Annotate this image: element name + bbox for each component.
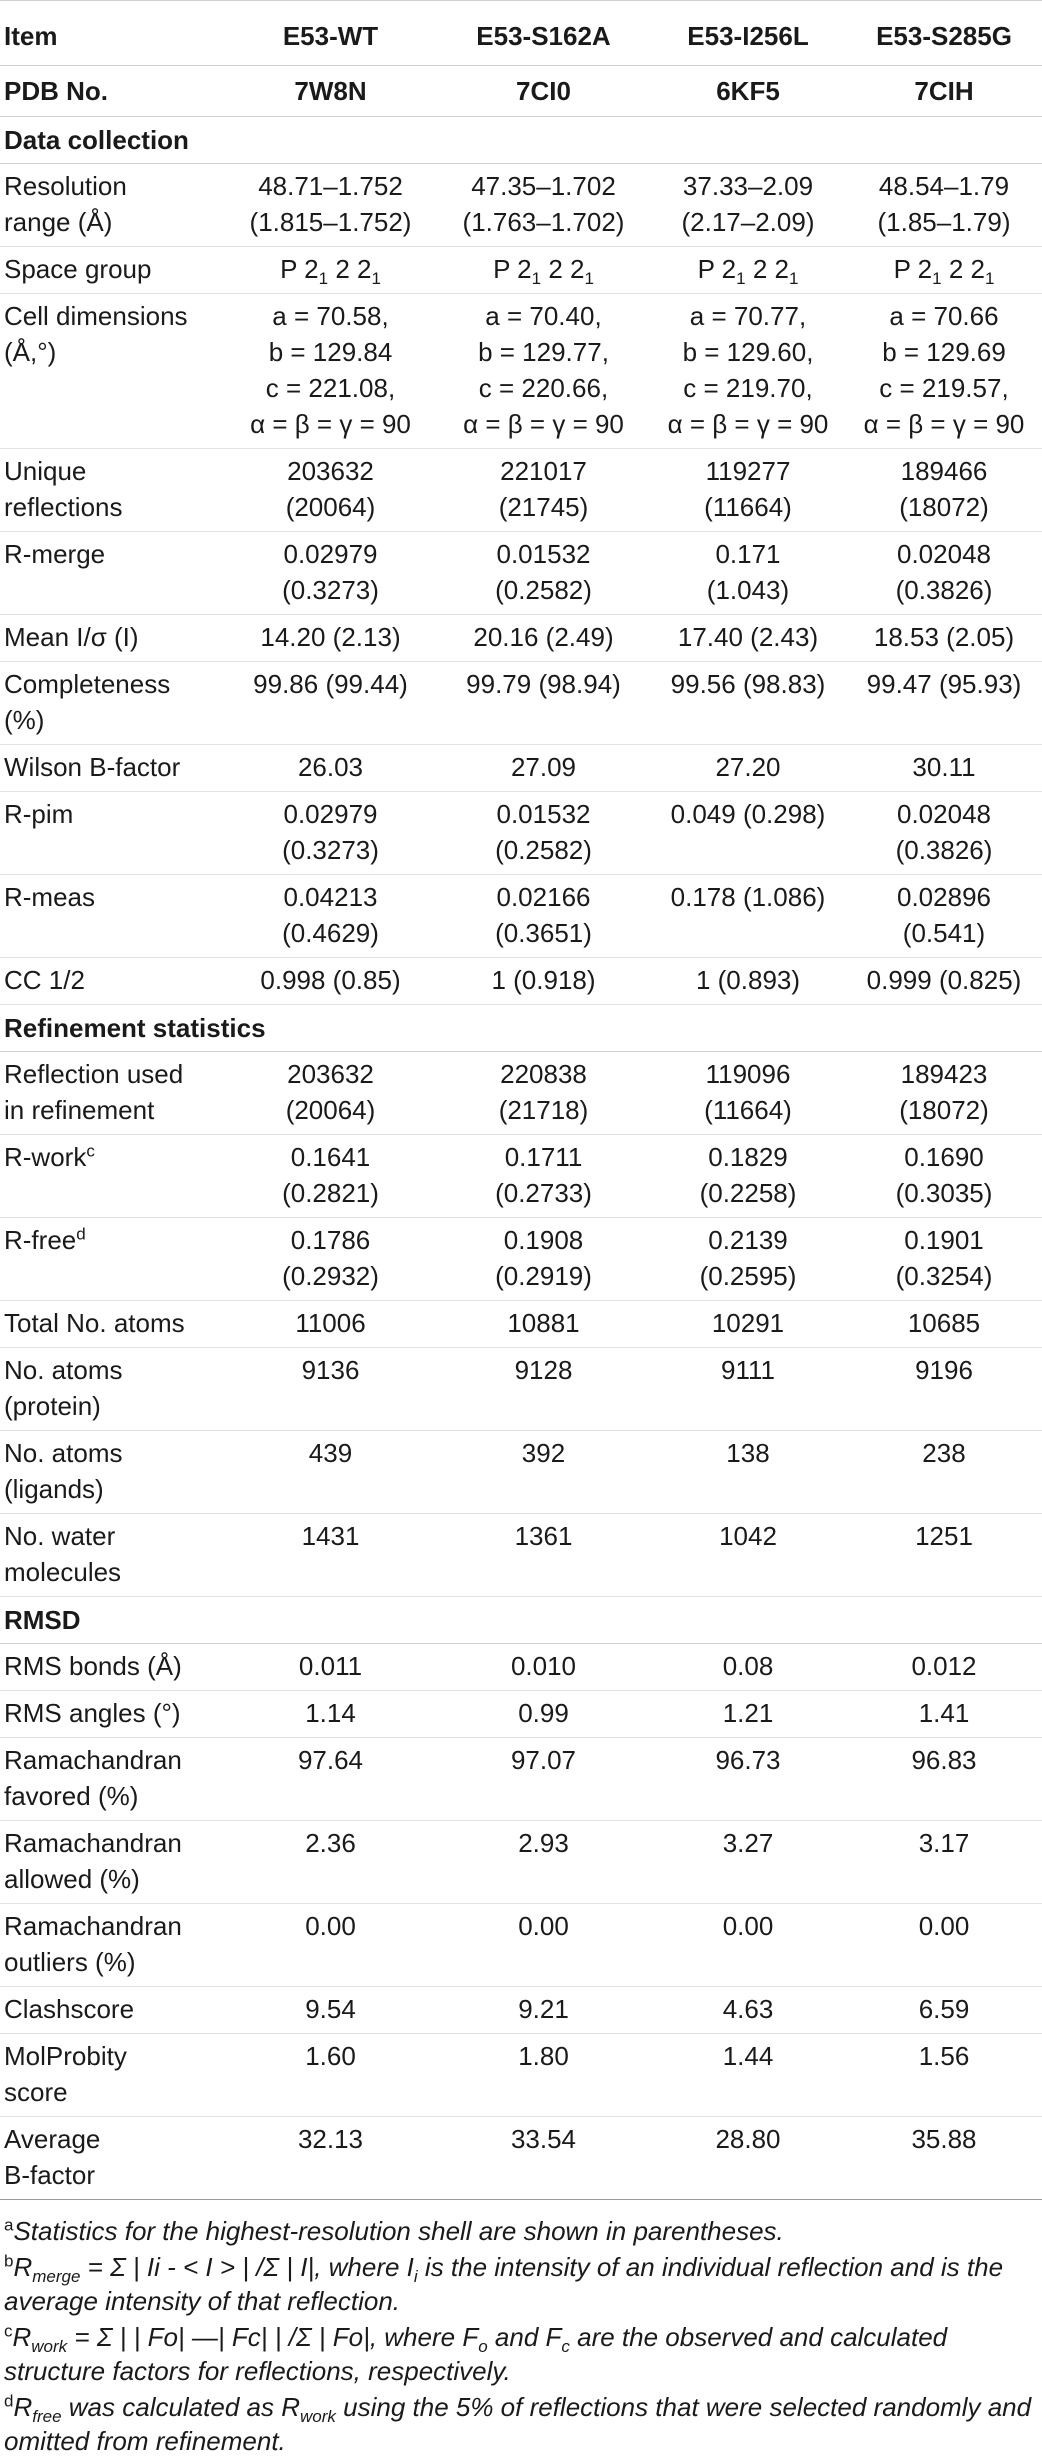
cell-value: 6.59 <box>846 1987 1042 2034</box>
table-body <box>0 66 1042 2200</box>
cell-value: a = 70.66 b = 129.69 c = 219.57, α = β = γ = 90 <box>846 294 1042 449</box>
cell-value: 439 <box>224 1431 437 1514</box>
cell-value: 4.63 <box>650 1987 846 2034</box>
cell-value: 10685 <box>846 1301 1042 1348</box>
cell-value: 48.54–1.79 (1.85–1.79) <box>846 164 1042 247</box>
row-label: RMS angles (°) <box>0 1691 224 1738</box>
pdb-label: PDB No. <box>0 66 224 117</box>
footnote-b: $^bR_{merge} = \Sigma$ | Ii - < I > | /Σ | I|, where $I_i$ is the intensity of an individual reflection and is the average intensity of that reflection. <box>4 2251 1004 2316</box>
cell-value: 1 (0.918) <box>437 958 650 1005</box>
table-row <box>0 2117 1042 2200</box>
cell-value: 189423 (18072) <box>846 1052 1042 1135</box>
cell-value: 96.73 <box>650 1738 846 1821</box>
header-col-wt: E53-WT <box>224 1 437 66</box>
pdb-value: 7CI0 <box>437 66 650 117</box>
cell-value: 11006 <box>224 1301 437 1348</box>
cell-value: 0.1786 (0.2932) <box>224 1218 437 1301</box>
cell-value: 27.20 <box>650 745 846 792</box>
row-label: MolProbity score <box>0 2034 224 2117</box>
table-row <box>0 1431 1042 1514</box>
table-row <box>0 1052 1042 1135</box>
cell-value: 0.04213 (0.4629) <box>224 875 437 958</box>
pdb-value: 7CIH <box>846 66 1042 117</box>
cell-value: 0.02166 (0.3651) <box>437 875 650 958</box>
cell-value: 32.13 <box>224 2117 437 2200</box>
header-col-s285g: E53-S285G <box>846 1 1042 66</box>
table-row <box>0 1738 1042 1821</box>
cell-value: 28.80 <box>650 2117 846 2200</box>
cell-value: 203632 (20064) <box>224 449 437 532</box>
cell-value: 1.80 <box>437 2034 650 2117</box>
row-label: Ramachandran allowed (%) <box>0 1821 224 1904</box>
cell-value: 189466 (18072) <box>846 449 1042 532</box>
table-row <box>0 875 1042 958</box>
cell-value: 99.47 (95.93) <box>846 662 1042 745</box>
section-title: Data collection <box>0 117 1042 164</box>
row-label: Completeness (%) <box>0 662 224 745</box>
footnote-c: $^cR_{work} = \Sigma$ | | Fo| —| Fc| | /Σ | Fo|, where $F_o$ and $F_c$ are the observed and calculated structure factors for reflections, respectively. <box>4 2321 948 2386</box>
cell-value: a = 70.77, b = 129.60, c = 219.70, α = β = γ = 90 <box>650 294 846 449</box>
cell-value: 0.2139 (0.2595) <box>650 1218 846 1301</box>
cell-value: 1 (0.893) <box>650 958 846 1005</box>
table-row <box>0 1218 1042 1301</box>
cell-value: 0.171 (1.043) <box>650 532 846 615</box>
header-row <box>0 1 1042 66</box>
table-row <box>0 1514 1042 1597</box>
table-row <box>0 449 1042 532</box>
section-rmsd <box>0 1597 1042 1644</box>
cell-value: 9.54 <box>224 1987 437 2034</box>
table-row <box>0 1348 1042 1431</box>
cell-value: 3.17 <box>846 1821 1042 1904</box>
cell-value: 138 <box>650 1431 846 1514</box>
header-col-i256l: E53-I256L <box>650 1 846 66</box>
cell-value: 9.21 <box>437 1987 650 2034</box>
cell-value: 1.56 <box>846 2034 1042 2117</box>
cell-value: 1.60 <box>224 2034 437 2117</box>
cell-value: 0.011 <box>224 1644 437 1691</box>
cell-value: 0.08 <box>650 1644 846 1691</box>
row-label: Ramachandran favored (%) <box>0 1738 224 1821</box>
table-row <box>0 1904 1042 1987</box>
header-item: Item <box>0 1 224 66</box>
header-col-s162a: E53-S162A <box>437 1 650 66</box>
cell-value: 35.88 <box>846 2117 1042 2200</box>
cell-value: 0.00 <box>437 1904 650 1987</box>
cell-value: 99.56 (98.83) <box>650 662 846 745</box>
footnote-a: $^a$Statistics for the highest-resolution shell are shown in parentheses. <box>4 2215 784 2246</box>
cell-value: 0.012 <box>846 1644 1042 1691</box>
cell-value: 0.1901 (0.3254) <box>846 1218 1042 1301</box>
cell-value: 203632 (20064) <box>224 1052 437 1135</box>
row-label: Total No. atoms <box>0 1301 224 1348</box>
cell-value: 0.02979 (0.3273) <box>224 532 437 615</box>
row-label: Mean I/σ (I) <box>0 615 224 662</box>
cell-value: 1361 <box>437 1514 650 1597</box>
cell-value: 2.93 <box>437 1821 650 1904</box>
cell-value: 37.33–2.09 (2.17–2.09) <box>650 164 846 247</box>
table-row <box>0 294 1042 449</box>
cell-value: 0.049 (0.298) <box>650 792 846 875</box>
cell-value: 0.00 <box>846 1904 1042 1987</box>
row-label: Cell dimensions (Å,°) <box>0 294 224 449</box>
cell-value: 27.09 <box>437 745 650 792</box>
row-label: Ramachandran outliers (%) <box>0 1904 224 1987</box>
cell-value: 3.27 <box>650 1821 846 1904</box>
cell-value: 18.53 (2.05) <box>846 615 1042 662</box>
cell-value: P $2_1$ 2 $2_1$ <box>224 247 437 294</box>
cell-value: 9128 <box>437 1348 650 1431</box>
row-label: CC 1/2 <box>0 958 224 1005</box>
cell-value: 14.20 (2.13) <box>224 615 437 662</box>
cell-value: 119277 (11664) <box>650 449 846 532</box>
cell-value: 0.1711 (0.2733) <box>437 1135 650 1218</box>
cell-value: 220838 (21718) <box>437 1052 650 1135</box>
cell-value: 9111 <box>650 1348 846 1431</box>
section-title: RMSD <box>0 1597 1042 1644</box>
table-row <box>0 1301 1042 1348</box>
row-label: R-free$^d$ <box>0 1218 224 1301</box>
table-row <box>0 745 1042 792</box>
row-label: R-pim <box>0 792 224 875</box>
cell-value: 0.1690 (0.3035) <box>846 1135 1042 1218</box>
cell-value: 1042 <box>650 1514 846 1597</box>
row-label: No. atoms (protein) <box>0 1348 224 1431</box>
pdb-value: 7W8N <box>224 66 437 117</box>
table-row <box>0 662 1042 745</box>
row-label: Clashscore <box>0 1987 224 2034</box>
cell-value: 9196 <box>846 1348 1042 1431</box>
row-label: Reflection used in refinement <box>0 1052 224 1135</box>
cell-value: 0.1641 (0.2821) <box>224 1135 437 1218</box>
cell-value: 1.21 <box>650 1691 846 1738</box>
cell-value: 17.40 (2.43) <box>650 615 846 662</box>
table-row <box>0 958 1042 1005</box>
cell-value: 99.79 (98.94) <box>437 662 650 745</box>
row-label: R-meas <box>0 875 224 958</box>
row-label: Wilson B-factor <box>0 745 224 792</box>
cell-value: 30.11 <box>846 745 1042 792</box>
cell-value: 10291 <box>650 1301 846 1348</box>
table-row <box>0 164 1042 247</box>
pdb-value: 6KF5 <box>650 66 846 117</box>
cell-value: 1.44 <box>650 2034 846 2117</box>
row-label: R-work$^c$ <box>0 1135 224 1218</box>
cell-value: 47.35–1.702 (1.763–1.702) <box>437 164 650 247</box>
cell-value: a = 70.40, b = 129.77, c = 220.66, α = β = γ = 90 <box>437 294 650 449</box>
cell-value: a = 70.58, b = 129.84 c = 221.08, α = β = γ = 90 <box>224 294 437 449</box>
row-label: Resolution range (Å) <box>0 164 224 247</box>
table-row <box>0 1135 1042 1218</box>
cell-value: 0.02979 (0.3273) <box>224 792 437 875</box>
cell-value: 0.99 <box>437 1691 650 1738</box>
row-label: RMS bonds (Å) <box>0 1644 224 1691</box>
cell-value: 0.998 (0.85) <box>224 958 437 1005</box>
cell-value: 1251 <box>846 1514 1042 1597</box>
table-row <box>0 792 1042 875</box>
cell-value: 48.71–1.752 (1.815–1.752) <box>224 164 437 247</box>
cell-value: 119096 (11664) <box>650 1052 846 1135</box>
cell-value: 0.01532 (0.2582) <box>437 532 650 615</box>
section-refinement <box>0 1005 1042 1052</box>
cell-value: 0.01532 (0.2582) <box>437 792 650 875</box>
cell-value: 2.36 <box>224 1821 437 1904</box>
table-row <box>0 1987 1042 2034</box>
cell-value: 238 <box>846 1431 1042 1514</box>
cell-value: 97.64 <box>224 1738 437 1821</box>
cell-value: 26.03 <box>224 745 437 792</box>
cell-value: 97.07 <box>437 1738 650 1821</box>
row-label: Average B-factor <box>0 2117 224 2200</box>
table-row <box>0 532 1042 615</box>
cell-value: 0.02896 (0.541) <box>846 875 1042 958</box>
cell-value: 392 <box>437 1431 650 1514</box>
row-label: Unique reflections <box>0 449 224 532</box>
cell-value: 1.41 <box>846 1691 1042 1738</box>
table-row <box>0 2034 1042 2117</box>
cell-value: 1.14 <box>224 1691 437 1738</box>
cell-value: 99.86 (99.44) <box>224 662 437 745</box>
table-row <box>0 1644 1042 1691</box>
cell-value: 33.54 <box>437 2117 650 2200</box>
row-label: No. atoms (ligands) <box>0 1431 224 1514</box>
cell-value: 0.010 <box>437 1644 650 1691</box>
cell-value: 20.16 (2.49) <box>437 615 650 662</box>
row-label: Space group <box>0 247 224 294</box>
cell-value: 0.02048 (0.3826) <box>846 792 1042 875</box>
footnote-d: $^dR_{free}$ was calculated as $R_{work}$ using the 5% of reflections that were selected randomly and omitted from refinement. <box>4 2391 1032 2456</box>
row-label: No. water molecules <box>0 1514 224 1597</box>
table-row <box>0 247 1042 294</box>
row-label: R-merge <box>0 532 224 615</box>
section-data-collection <box>0 117 1042 164</box>
section-title: Refinement statistics <box>0 1005 1042 1052</box>
cell-value: 1431 <box>224 1514 437 1597</box>
cell-value: 0.1908 (0.2919) <box>437 1218 650 1301</box>
cell-value: 221017 (21745) <box>437 449 650 532</box>
cell-value: 0.999 (0.825) <box>846 958 1042 1005</box>
table-row <box>0 1691 1042 1738</box>
cell-value: 0.00 <box>650 1904 846 1987</box>
cell-value: P $2_1$ 2 $2_1$ <box>650 247 846 294</box>
cell-value: 9136 <box>224 1348 437 1431</box>
pdb-row <box>0 66 1042 117</box>
cell-value: 10881 <box>437 1301 650 1348</box>
cell-value: 0.00 <box>224 1904 437 1987</box>
cell-value: P $2_1$ 2 $2_1$ <box>437 247 650 294</box>
cell-value: P $2_1$ 2 $2_1$ <box>846 247 1042 294</box>
table-row <box>0 615 1042 662</box>
cell-value: 0.1829 (0.2258) <box>650 1135 846 1218</box>
footnotes <box>0 2200 1042 2458</box>
table-row <box>0 1821 1042 1904</box>
cell-value: 0.02048 (0.3826) <box>846 532 1042 615</box>
cell-value: 0.178 (1.086) <box>650 875 846 958</box>
cell-value: 96.83 <box>846 1738 1042 1821</box>
